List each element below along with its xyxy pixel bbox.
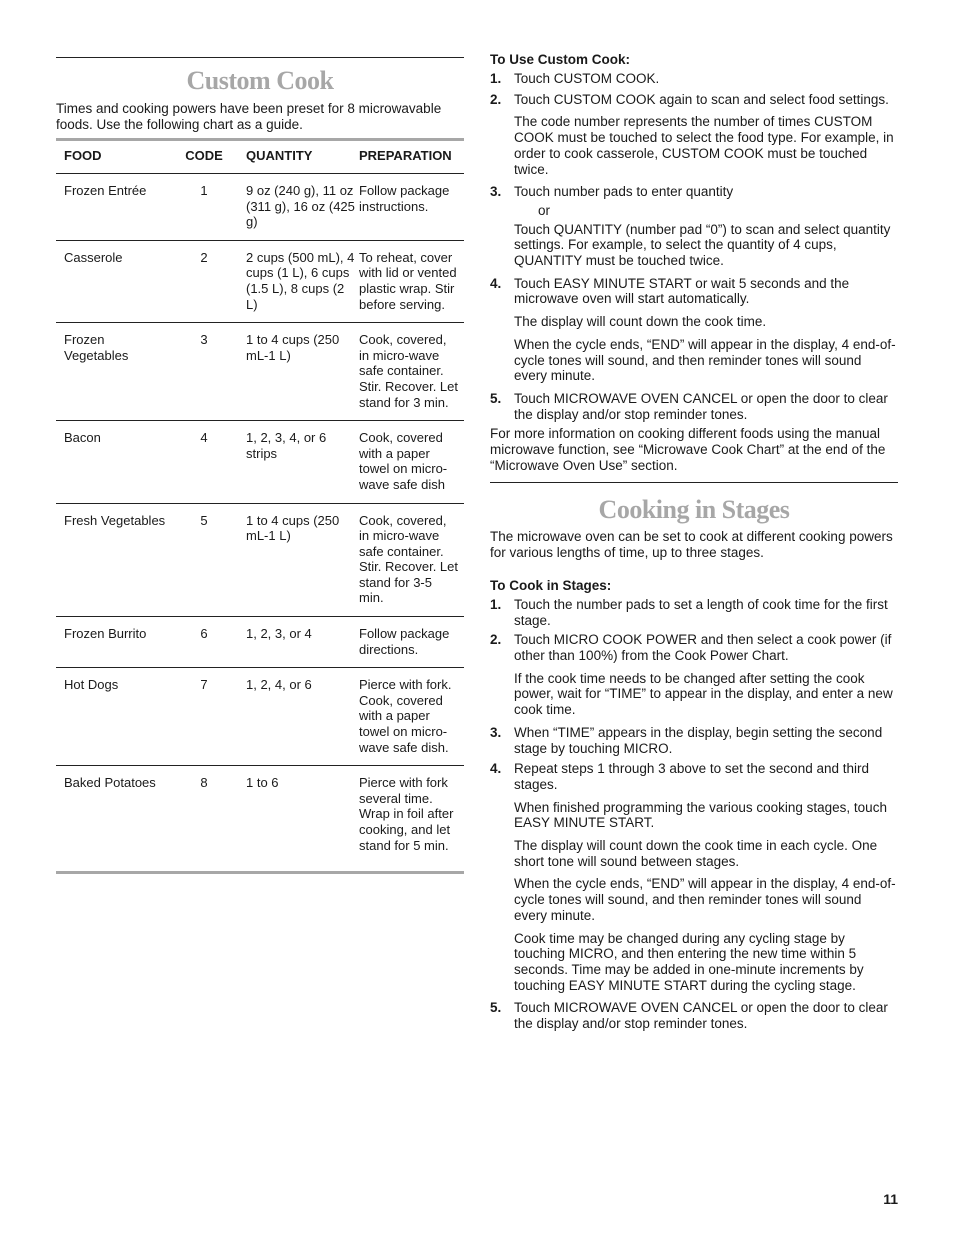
cell-code: 6 xyxy=(200,626,208,642)
header-food: FOOD xyxy=(64,147,102,163)
cell-quantity: 1 to 6 xyxy=(246,775,279,791)
step-number: 3. xyxy=(490,184,502,200)
custom-cook-intro: Times and cooking powers have been preset for 8 microwavable foods. Use the following chart as a guide. xyxy=(56,101,442,132)
cell-code: 2 xyxy=(200,249,208,265)
list-item xyxy=(490,71,898,87)
step-detail: When the cycle ends, “END” will appear in the display, 4 end-of-cycle tones will sound, and then reminder tones will sound every minute. xyxy=(514,336,896,384)
list-item xyxy=(490,92,898,178)
header-quantity: QUANTITY xyxy=(246,147,313,163)
use-custom-cook-heading: To Use Custom Cook: xyxy=(490,52,631,67)
table-row xyxy=(56,421,464,503)
instructions-column xyxy=(490,52,898,1032)
step-detail: Cook time may be changed during any cycling stage by touching MICRO, and then entering the new time within 5 seconds. Time may be added in one-minute increments by touching EASY MINUTE START during the cycling stage. xyxy=(514,930,864,993)
section-rule xyxy=(56,57,464,58)
cell-preparation: Pierce with fork. Cook, covered with a paper towel on micro-wave safe dish. xyxy=(359,677,452,755)
step-text: Touch CUSTOM COOK. xyxy=(514,71,660,86)
cell-preparation: Cook, covered, in micro-wave safe container. Stir. Recover. Let stand for 3-5 min. xyxy=(359,512,458,606)
table-row xyxy=(56,766,464,873)
cell-food: Frozen Burrito xyxy=(64,626,147,642)
step-text: Touch MICRO COOK POWER and then select a cook power (if other than 100%) from the Cook Power Chart. xyxy=(514,632,892,663)
list-item xyxy=(490,184,898,269)
step-number: 3. xyxy=(490,724,502,740)
cell-code: 7 xyxy=(200,677,208,693)
list-item xyxy=(490,761,898,993)
cell-food: Casserole xyxy=(64,249,123,265)
cell-quantity: 1 to 4 cups (250 mL-1 L) xyxy=(246,512,340,544)
list-item xyxy=(490,1000,898,1031)
list-item xyxy=(490,725,898,756)
cell-food: Fresh Vegetables xyxy=(64,512,166,528)
step-detail: Touch QUANTITY (number pad “0”) to scan and select quantity settings. For example, to select the quantity of 4 cups, QUANTITY must be touched twice. xyxy=(514,221,891,269)
step-text: Touch MICROWAVE OVEN CANCEL or open the door to clear the display and/or stop reminder tones. xyxy=(514,1000,888,1032)
custom-cook-note: For more information on cooking different foods using the manual microwave function, see “Microwave Cook Chart” at the end of the “Microwave Oven Use” section. xyxy=(490,426,886,473)
step-number: 4. xyxy=(490,275,502,291)
cell-food: Hot Dogs xyxy=(64,677,119,693)
custom-cook-title: Custom Cook xyxy=(186,66,334,95)
step-or: or xyxy=(538,202,551,218)
step-detail: The code number represents the number of times CUSTOM COOK must be touched to select the food type. For example, in order to cook casserole, CUSTOM COOK must be touched twice. xyxy=(514,114,894,177)
cell-preparation: Cook, covered, in micro-wave safe container. Stir. Recover. Let stand for 3 min. xyxy=(359,332,458,410)
cook-in-stages-steps xyxy=(490,597,898,1032)
header-preparation: PREPARATION xyxy=(359,147,452,163)
step-number: 1. xyxy=(490,596,502,612)
list-item xyxy=(490,276,898,384)
cell-food: Baked Potatoes xyxy=(64,775,156,791)
step-number: 2. xyxy=(490,632,502,648)
table-row xyxy=(56,503,464,617)
cell-quantity: 1, 2, 3, or 4 xyxy=(246,626,312,642)
list-item xyxy=(490,391,898,422)
cooking-in-stages-title: Cooking in Stages xyxy=(598,495,790,525)
step-text: Touch number pads to enter quantity xyxy=(514,184,734,200)
step-number: 5. xyxy=(490,390,502,406)
cell-quantity: 1, 2, 4, or 6 xyxy=(246,677,312,693)
cell-code: 4 xyxy=(200,430,208,446)
step-text: Touch EASY MINUTE START or wait 5 seconds and the microwave oven will start automatically. xyxy=(514,275,850,307)
step-detail: When finished programming the various cooking stages, touch EASY MINUTE START. xyxy=(514,799,887,831)
header-code: CODE xyxy=(185,147,223,163)
table-row xyxy=(56,240,464,322)
step-text: When “TIME” appears in the display, begin setting the second stage by touching MICRO. xyxy=(514,724,883,756)
list-item xyxy=(490,597,898,628)
section-rule xyxy=(490,482,898,483)
cell-preparation: To reheat, cover with lid or vented plastic wrap. Stir before serving. xyxy=(359,249,457,312)
cell-food: Frozen Vegetables xyxy=(64,332,129,363)
custom-cook-section xyxy=(56,57,464,874)
cell-quantity: 1, 2, 3, 4, or 6 strips xyxy=(246,430,327,461)
step-number: 5. xyxy=(490,1000,502,1016)
table-row xyxy=(56,617,464,668)
step-text: Touch the number pads to set a length of cook time for the first stage. xyxy=(514,596,888,628)
step-text: Repeat steps 1 through 3 above to set the second and third stages. xyxy=(514,761,869,792)
cell-code: 8 xyxy=(200,775,208,791)
table-row xyxy=(56,174,464,241)
cell-food: Bacon xyxy=(64,430,101,446)
table-header-row xyxy=(56,140,464,174)
cook-in-stages-heading: To Cook in Stages: xyxy=(490,577,612,593)
cell-preparation: Cook, covered with a paper towel on micro-wave safe dish xyxy=(359,430,448,492)
cell-preparation: Follow package directions. xyxy=(359,626,450,657)
table-row xyxy=(56,668,464,766)
cell-preparation: Follow package instructions. xyxy=(359,183,450,214)
step-number: 1. xyxy=(490,71,502,86)
step-number: 2. xyxy=(490,91,502,107)
cell-quantity: 2 cups (500 mL), 4 cups (1 L), 6 cups (1.5 L), 8 cups (2 L) xyxy=(246,249,355,312)
cell-preparation: Pierce with fork several time. Wrap in foil after cooking, and let stand for 5 min. xyxy=(359,775,454,853)
step-detail: The display will count down the cook time. xyxy=(514,314,767,330)
cell-quantity: 9 oz (240 g), 11 oz (311 g), 16 oz (425 g) xyxy=(246,183,355,230)
cell-quantity: 1 to 4 cups (250 mL-1 L) xyxy=(246,332,340,363)
cell-code: 1 xyxy=(200,183,208,198)
step-detail: If the cook time needs to be changed after setting the cook power, wait for “TIME” to appear in the display, and enter a new cook time. xyxy=(514,670,893,718)
table-row xyxy=(56,323,464,421)
list-item xyxy=(490,632,898,718)
step-detail: When the cycle ends, “END” will appear in the display, 4 end-of-cycle tones will sound, and then reminder tones will sound every minute. xyxy=(514,876,896,923)
cooking-in-stages-intro: The microwave oven can be set to cook at different cooking powers for various lengths of time, up to three stages. xyxy=(490,529,893,561)
use-custom-cook-steps xyxy=(490,71,898,422)
page-number: 11 xyxy=(883,1191,898,1207)
custom-cook-chart xyxy=(56,138,464,874)
cell-code: 3 xyxy=(200,332,208,348)
step-text: Touch CUSTOM COOK again to scan and select food settings. xyxy=(514,91,889,107)
step-detail: The display will count down the cook time in each cycle. One short tone will sound between stages. xyxy=(514,838,878,869)
step-text: Touch MICROWAVE OVEN CANCEL or open the door to clear the display and/or stop reminder tones. xyxy=(514,390,888,422)
cell-code: 5 xyxy=(200,512,208,528)
cell-food: Frozen Entrée xyxy=(64,183,147,198)
step-number: 4. xyxy=(490,761,502,777)
